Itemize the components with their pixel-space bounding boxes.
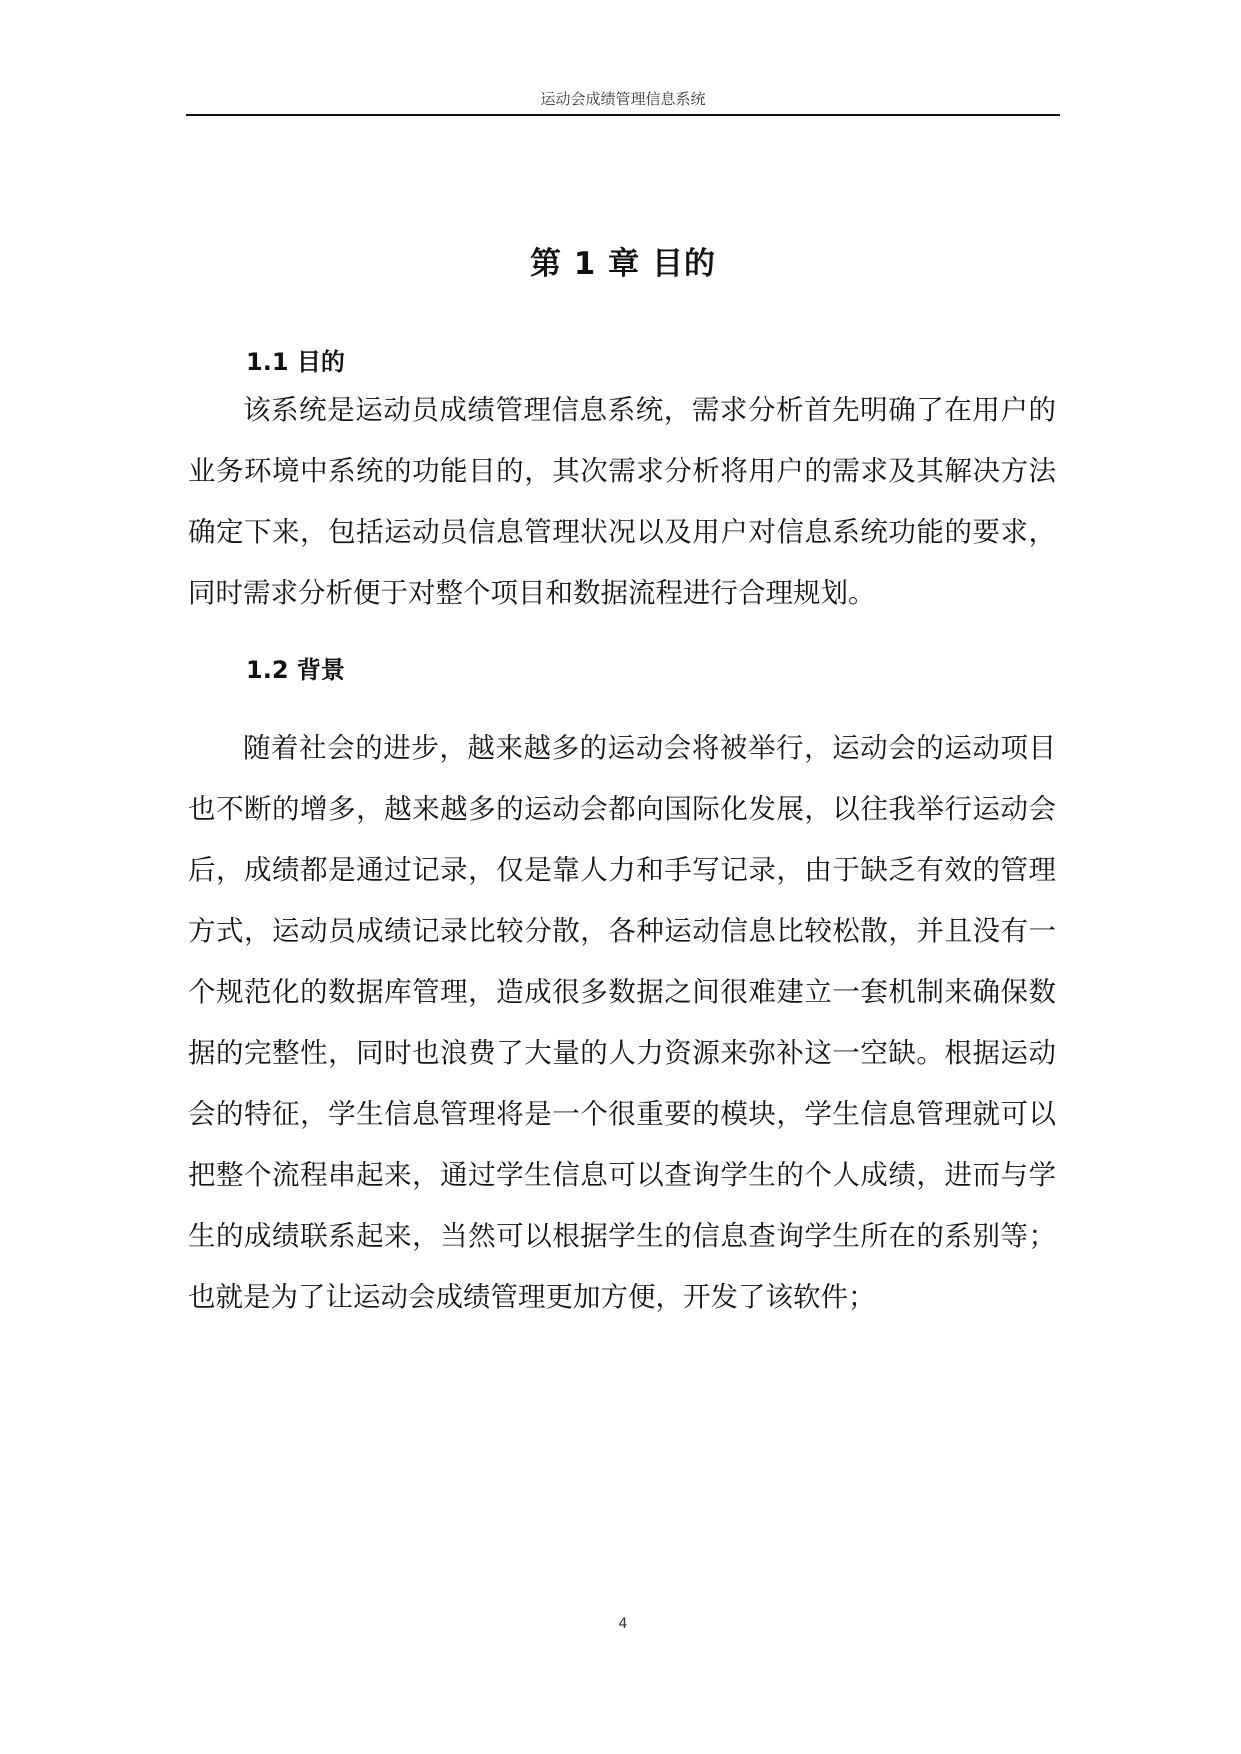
section-heading-1-2: 1.2 背景 — [246, 656, 345, 684]
header-rule — [186, 114, 1060, 116]
chapter-title: 第 1 章 目的 — [530, 246, 716, 282]
page-number: 4 — [618, 1616, 628, 1632]
section-heading-1-1: 1.1 目的 — [246, 348, 345, 376]
section-1-2-paragraph: 随着社会的进步，越来越多的运动会将被举行，运动会的运动项目也不断的增多，越来越多的运动会都向国际化发展，以往我举行运动会后，成绩都是通过记录，仅是靠人力和手写记录，由于缺乏有效的管理方式，运动员成绩记录比较分散，各种运动信息比较松散，并且没有一个规范化的数据库管理，造成很多数据之间很难建立一套机制来确保数据的完整性，同时也浪费了大量的人力资源来弥补这一空缺。根据运动会的特征，学生信息管理将是一个很重要的模块，学生信息管理就可以把整个流程串起来，通过学生信息可以查询学生的个人成绩，进而与学生的成绩联系起来，当然可以根据学生的信息查询学生所在的系别等；也就是为了让运动会成绩管理更加方便，开发了该软件； — [188, 732, 1056, 1313]
running-header: 运动会成绩管理信息系统 — [540, 90, 706, 108]
section-1-1-paragraph: 该系统是运动员成绩管理信息系统，需求分析首先明确了在用户的业务环境中系统的功能目的，其次需求分析将用户的需求及其解决方法确定下来，包括运动员信息管理状况以及用户对信息系统功能的要求，同时需求分析便于对整个项目和数据流程进行合理规划。 — [188, 394, 1056, 609]
